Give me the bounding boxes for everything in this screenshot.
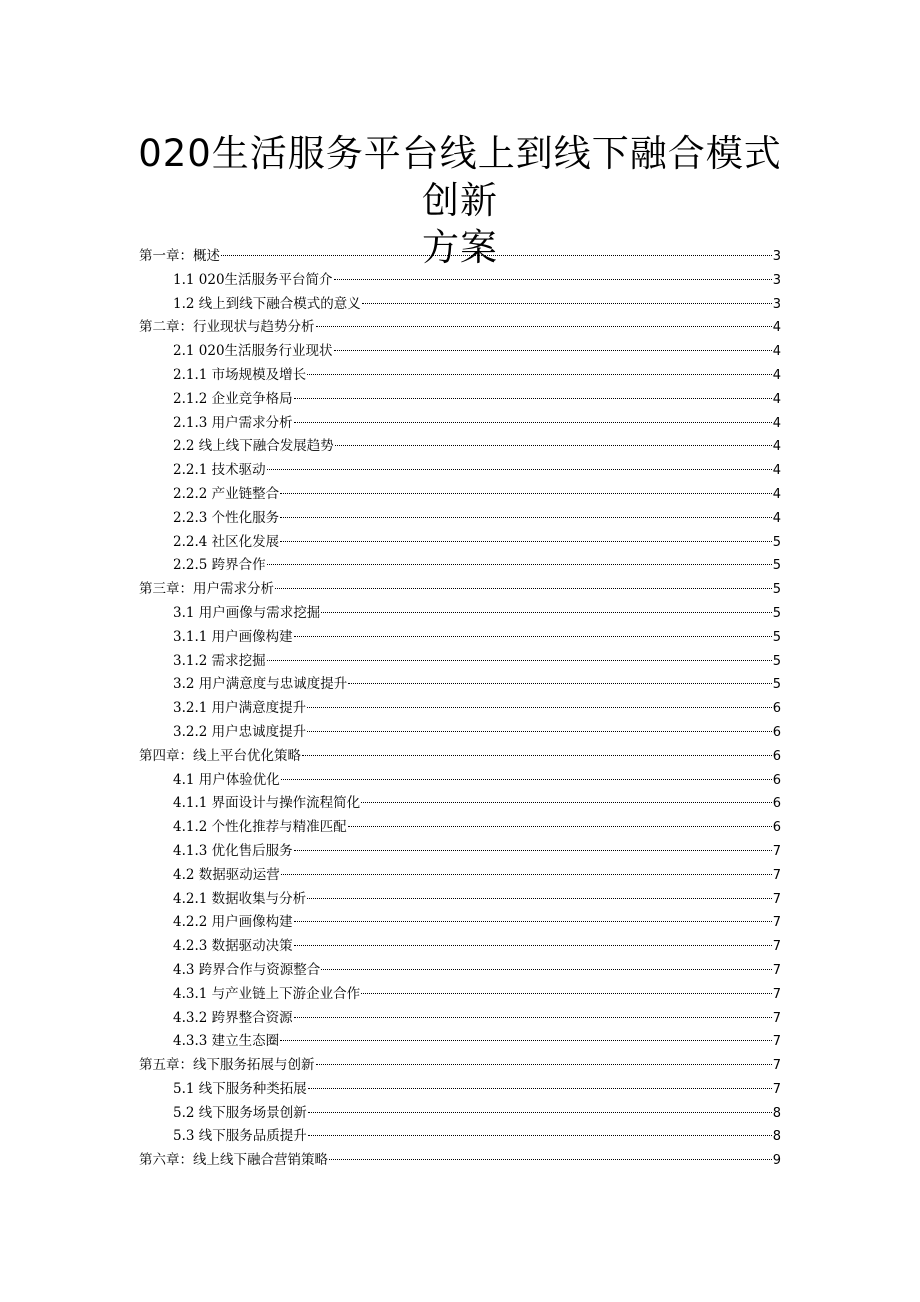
toc-dot-leader	[321, 612, 771, 613]
toc-dot-leader	[308, 1135, 772, 1136]
toc-entry[interactable]	[139, 792, 781, 816]
toc-dot-leader	[335, 445, 772, 446]
toc-entry-label[interactable]: 2.2.4 社区化发展	[173, 533, 280, 550]
toc-entry-label[interactable]: 4.1.1 界面设计与操作流程简化	[173, 795, 361, 812]
toc-entry-page-number[interactable]: 4	[772, 510, 781, 526]
toc-entry[interactable]	[139, 316, 781, 340]
toc-entry[interactable]	[139, 602, 781, 626]
toc-entry-label[interactable]: 2.2 线上线下融合发展趋势	[173, 438, 334, 455]
toc-entry-page-number[interactable]: 5	[772, 629, 781, 645]
toc-entry-page-number[interactable]: 4	[772, 463, 781, 479]
toc-entry-label[interactable]: 2.1 020生活服务行业现状	[173, 343, 333, 360]
toc-entry-label[interactable]: 5.3 线下服务品质提升	[173, 1128, 307, 1145]
toc-entry-page-number[interactable]: 4	[772, 415, 781, 431]
toc-dot-leader	[294, 1017, 772, 1018]
toc-entry-page-number[interactable]: 6	[772, 748, 781, 764]
toc-entry[interactable]	[139, 1054, 781, 1078]
toc-entry-page-number[interactable]: 7	[772, 1034, 781, 1050]
toc-entry-page-number[interactable]: 6	[772, 820, 781, 836]
toc-entry[interactable]	[139, 673, 781, 697]
toc-dot-leader	[280, 493, 772, 494]
toc-dot-leader	[267, 469, 772, 470]
toc-entry[interactable]	[139, 293, 781, 317]
toc-dot-leader	[334, 279, 772, 280]
toc-entry-label[interactable]: 4.2.3 数据驱动决策	[173, 938, 293, 955]
toc-entry-page-number[interactable]: 5	[772, 677, 781, 693]
toc-entry[interactable]	[139, 531, 781, 555]
toc-entry[interactable]	[139, 626, 781, 650]
toc-entry[interactable]	[139, 911, 781, 935]
toc-entry-label[interactable]: 2.1.1 市场规模及增长	[173, 366, 307, 383]
toc-entry-page-number[interactable]: 5	[772, 558, 781, 574]
toc-entry-page-number[interactable]: 7	[772, 962, 781, 978]
toc-entry-label[interactable]: 3.1.2 需求挖掘	[173, 652, 266, 669]
toc-entry-label[interactable]: 4.3.2 跨界整合资源	[173, 1009, 293, 1026]
toc-entry-label[interactable]: 3.1 用户画像与需求挖掘	[173, 604, 321, 621]
toc-dot-leader	[280, 1040, 772, 1041]
toc-entry-label[interactable]: 2.2.5 跨界合作	[173, 557, 266, 574]
toc-entry-label[interactable]: 1.1 020生活服务平台简介	[173, 271, 333, 288]
toc-dot-leader	[275, 588, 772, 589]
toc-entry-page-number[interactable]: 5	[772, 534, 781, 550]
toc-entry-page-number[interactable]: 5	[772, 653, 781, 669]
toc-dot-leader	[294, 945, 772, 946]
toc-entry-label[interactable]: 3.2.2 用户忠诚度提升	[173, 723, 307, 740]
toc-entry-page-number[interactable]: 3	[772, 272, 781, 288]
toc-entry-label[interactable]: 5.2 线下服务场景创新	[173, 1104, 307, 1121]
toc-entry-page-number[interactable]: 6	[772, 701, 781, 717]
toc-entry-page-number[interactable]: 3	[772, 249, 781, 264]
toc-entry[interactable]	[139, 554, 781, 578]
toc-entry-page-number[interactable]: 5	[772, 605, 781, 621]
toc-entry[interactable]	[139, 1125, 781, 1149]
toc-entry-page-number[interactable]: 4	[772, 391, 781, 407]
toc-dot-leader	[348, 826, 772, 827]
toc-dot-leader	[302, 755, 772, 756]
toc-entry-page-number[interactable]: 7	[772, 1081, 781, 1097]
table-of-contents	[139, 245, 781, 1173]
toc-entry-label[interactable]: 4.2 数据驱动运营	[173, 866, 280, 883]
toc-entry-page-number[interactable]: 6	[772, 724, 781, 740]
toc-entry[interactable]	[139, 364, 781, 388]
toc-entry-label[interactable]: 4.1 用户体验优化	[173, 771, 280, 788]
toc-entry[interactable]	[139, 1030, 781, 1054]
toc-entry-label[interactable]: 2.2.1 技术驱动	[173, 462, 266, 479]
toc-entry[interactable]	[139, 1149, 781, 1173]
toc-entry[interactable]	[139, 816, 781, 840]
toc-entry[interactable]	[139, 459, 781, 483]
toc-dot-leader	[280, 517, 772, 518]
toc-entry-label[interactable]: 4.3 跨界合作与资源整合	[173, 961, 321, 978]
toc-entry-page-number[interactable]: 4	[772, 439, 781, 455]
toc-dot-leader	[294, 422, 772, 423]
toc-dot-leader	[280, 541, 772, 542]
toc-entry-label[interactable]: 4.3.3 建立生态圈	[173, 1033, 280, 1050]
toc-entry[interactable]	[139, 864, 781, 888]
toc-entry-page-number[interactable]: 7	[772, 843, 781, 859]
toc-entry-label[interactable]: 3.2.1 用户满意度提升	[173, 700, 307, 717]
toc-dot-leader	[294, 850, 772, 851]
toc-dot-leader	[267, 660, 772, 661]
toc-entry[interactable]	[139, 959, 781, 983]
toc-dot-leader	[361, 993, 772, 994]
toc-entry-page-number[interactable]: 3	[772, 296, 781, 312]
toc-entry-label[interactable]: 1.2 线上到线下融合模式的意义	[173, 295, 361, 312]
toc-dot-leader	[329, 1159, 772, 1160]
toc-entry-page-number[interactable]: 7	[772, 939, 781, 955]
toc-entry-label[interactable]: 4.3.1 与产业链上下游企业合作	[173, 985, 361, 1002]
toc-entry-page-number[interactable]: 9	[772, 1153, 781, 1169]
toc-entry[interactable]	[139, 269, 781, 293]
toc-entry[interactable]	[139, 388, 781, 412]
toc-entry[interactable]	[139, 983, 781, 1007]
toc-entry-page-number[interactable]: 4	[772, 486, 781, 502]
toc-entry[interactable]	[139, 840, 781, 864]
toc-entry[interactable]	[139, 888, 781, 912]
toc-entry-page-number[interactable]: 6	[772, 796, 781, 812]
toc-entry-label[interactable]: 5.1 线下服务种类拓展	[173, 1080, 307, 1097]
toc-entry-label[interactable]: 4.2.2 用户画像构建	[173, 914, 293, 931]
toc-entry-label[interactable]: 2.1.3 用户需求分析	[173, 414, 293, 431]
toc-entry-label[interactable]: 第一章：概述	[139, 248, 220, 264]
toc-dot-leader	[267, 564, 772, 565]
toc-dot-leader	[316, 326, 772, 327]
toc-dot-leader	[294, 398, 772, 399]
title-line-2: 方案	[422, 226, 498, 269]
toc-dot-leader	[307, 731, 772, 732]
toc-entry[interactable]	[139, 245, 781, 269]
toc-entry-page-number[interactable]: 4	[772, 344, 781, 360]
toc-dot-leader	[294, 636, 772, 637]
toc-dot-leader	[362, 303, 772, 304]
toc-entry-page-number[interactable]: 7	[772, 1010, 781, 1026]
toc-entry-page-number[interactable]: 8	[772, 1129, 781, 1145]
toc-entry[interactable]	[139, 935, 781, 959]
toc-entry-label[interactable]: 3.2 用户满意度与忠诚度提升	[173, 676, 348, 693]
toc-entry[interactable]	[139, 412, 781, 436]
toc-entry[interactable]	[139, 1007, 781, 1031]
toc-entry-page-number[interactable]: 4	[772, 320, 781, 336]
toc-entry[interactable]	[139, 745, 781, 769]
toc-entry[interactable]	[139, 1078, 781, 1102]
toc-entry-label[interactable]: 4.1.3 优化售后服务	[173, 842, 293, 859]
toc-entry-label[interactable]: 2.2.3 个性化服务	[173, 509, 280, 526]
toc-entry-label[interactable]: 第三章：用户需求分析	[139, 581, 274, 598]
toc-entry[interactable]	[139, 697, 781, 721]
toc-entry-label[interactable]: 4.1.2 个性化推荐与精准匹配	[173, 819, 347, 836]
toc-entry[interactable]	[139, 435, 781, 459]
toc-entry-page-number[interactable]: 8	[772, 1105, 781, 1121]
toc-dot-leader	[307, 707, 772, 708]
toc-entry-page-number[interactable]: 4	[772, 367, 781, 383]
toc-entry[interactable]	[139, 650, 781, 674]
toc-entry[interactable]	[139, 340, 781, 364]
toc-entry-label[interactable]: 第二章：行业现状与趋势分析	[139, 319, 315, 336]
toc-entry[interactable]	[139, 769, 781, 793]
toc-entry-label[interactable]: 4.2.1 数据收集与分析	[173, 890, 307, 907]
toc-dot-leader	[307, 374, 772, 375]
toc-dot-leader	[316, 1064, 772, 1065]
toc-entry-page-number[interactable]: 7	[772, 986, 781, 1002]
toc-dot-leader	[308, 1112, 772, 1113]
toc-dot-leader	[334, 350, 772, 351]
toc-dot-leader	[308, 1088, 772, 1089]
toc-entry-page-number[interactable]: 7	[772, 891, 781, 907]
toc-entry-label[interactable]: 第五章：线下服务拓展与创新	[139, 1057, 315, 1074]
toc-entry-page-number[interactable]: 7	[772, 867, 781, 883]
title-line-1: 020生活服务平台线上到线下融合模式创新	[138, 132, 782, 222]
toc-entry-page-number[interactable]: 7	[772, 915, 781, 931]
toc-entry-page-number[interactable]: 6	[772, 772, 781, 788]
toc-entry-label[interactable]: 2.1.2 企业竞争格局	[173, 390, 293, 407]
toc-entry[interactable]	[139, 483, 781, 507]
toc-dot-leader	[348, 683, 771, 684]
toc-entry-page-number[interactable]: 5	[772, 582, 781, 598]
toc-entry-page-number[interactable]: 7	[772, 1058, 781, 1074]
toc-dot-leader	[307, 898, 772, 899]
toc-dot-leader	[281, 779, 772, 780]
toc-entry[interactable]	[139, 721, 781, 745]
toc-entry-label[interactable]: 第四章：线上平台优化策略	[139, 747, 301, 764]
toc-dot-leader	[321, 969, 771, 970]
toc-entry-label[interactable]: 3.1.1 用户画像构建	[173, 628, 293, 645]
toc-entry[interactable]	[139, 507, 781, 531]
toc-dot-leader	[221, 255, 772, 256]
toc-entry[interactable]	[139, 1102, 781, 1126]
toc-dot-leader	[281, 874, 772, 875]
toc-dot-leader	[294, 921, 772, 922]
toc-entry-label[interactable]: 2.2.2 产业链整合	[173, 485, 280, 502]
toc-entry[interactable]	[139, 578, 781, 602]
toc-entry-label[interactable]: 第六章：线上线下融合营销策略	[139, 1152, 328, 1169]
toc-dot-leader	[361, 802, 772, 803]
